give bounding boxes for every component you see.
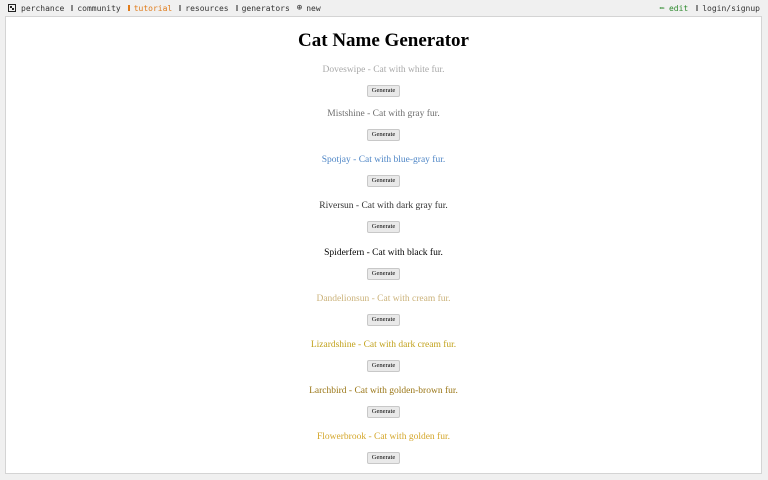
- nav-resources-label: resources: [185, 3, 229, 13]
- nav-community-label: community: [77, 3, 121, 13]
- name-result: Lizardshine - Cat with dark cream fur.: [310, 340, 457, 350]
- name-entry: [6, 64, 761, 97]
- book-icon: [128, 5, 130, 11]
- page-title: Cat Name Generator: [298, 30, 469, 51]
- user-icon: [696, 5, 698, 11]
- name-result: Riversun - Cat with dark gray fur.: [319, 201, 448, 211]
- nav-tutorial[interactable]: [128, 4, 173, 13]
- name-entry: [6, 108, 761, 141]
- nav-right-group: [652, 2, 760, 14]
- name-entry: [6, 431, 761, 464]
- name-result: Larchbird - Cat with golden-brown fur.: [309, 386, 458, 396]
- generate-button[interactable]: Generate: [367, 268, 400, 280]
- generate-button[interactable]: Generate: [367, 85, 400, 97]
- generate-button[interactable]: Generate: [367, 129, 400, 141]
- name-result: Spiderfern - Cat with black fur.: [324, 248, 443, 258]
- pencil-icon: ✏: [659, 2, 665, 13]
- name-result: Spotjay - Cat with blue-gray fur.: [321, 155, 446, 165]
- generate-button[interactable]: Generate: [367, 452, 400, 464]
- nav-edit-label: edit: [668, 3, 689, 13]
- generate-button[interactable]: Generate: [367, 406, 400, 418]
- name-entry: [6, 385, 761, 418]
- name-result: Doveswipe - Cat with white fur.: [322, 65, 445, 75]
- die-icon: [8, 4, 16, 12]
- nav-generators[interactable]: [236, 4, 290, 13]
- nav-tutorial-label: tutorial: [133, 3, 173, 13]
- nav-community[interactable]: [71, 4, 120, 13]
- name-entry: [6, 154, 761, 187]
- box-icon: [179, 5, 181, 11]
- plus-circle-icon: ⊕: [296, 2, 303, 13]
- nav-perchance[interactable]: [8, 4, 64, 13]
- generate-button[interactable]: Generate: [367, 175, 400, 187]
- generate-button[interactable]: Generate: [367, 360, 400, 372]
- nav-generators-label: generators: [241, 3, 290, 13]
- name-entry: [6, 339, 761, 372]
- nav-resources[interactable]: [179, 4, 228, 13]
- name-entry: [6, 200, 761, 233]
- grid-icon: [236, 5, 238, 11]
- name-entry: [6, 293, 761, 326]
- name-result: Dandelionsun - Cat with cream fur.: [316, 294, 451, 304]
- nav-perchance-label: perchance: [21, 3, 65, 13]
- nav-login-signup-label: login/signup: [702, 3, 760, 13]
- nav-new[interactable]: [297, 4, 321, 13]
- generator-panel: [5, 16, 762, 474]
- nav-left-group: [8, 2, 328, 14]
- nav-edit[interactable]: [660, 4, 689, 13]
- generate-button[interactable]: Generate: [367, 221, 400, 233]
- name-result: Flowerbrook - Cat with golden fur.: [317, 432, 450, 442]
- door-icon: [71, 5, 73, 11]
- name-result: Mistshine - Cat with gray fur.: [327, 109, 440, 119]
- top-nav-bar: [0, 0, 768, 16]
- nav-login-signup[interactable]: [696, 4, 760, 13]
- nav-new-label: new: [306, 3, 321, 13]
- generate-button[interactable]: Generate: [367, 314, 400, 326]
- name-entry: [6, 247, 761, 280]
